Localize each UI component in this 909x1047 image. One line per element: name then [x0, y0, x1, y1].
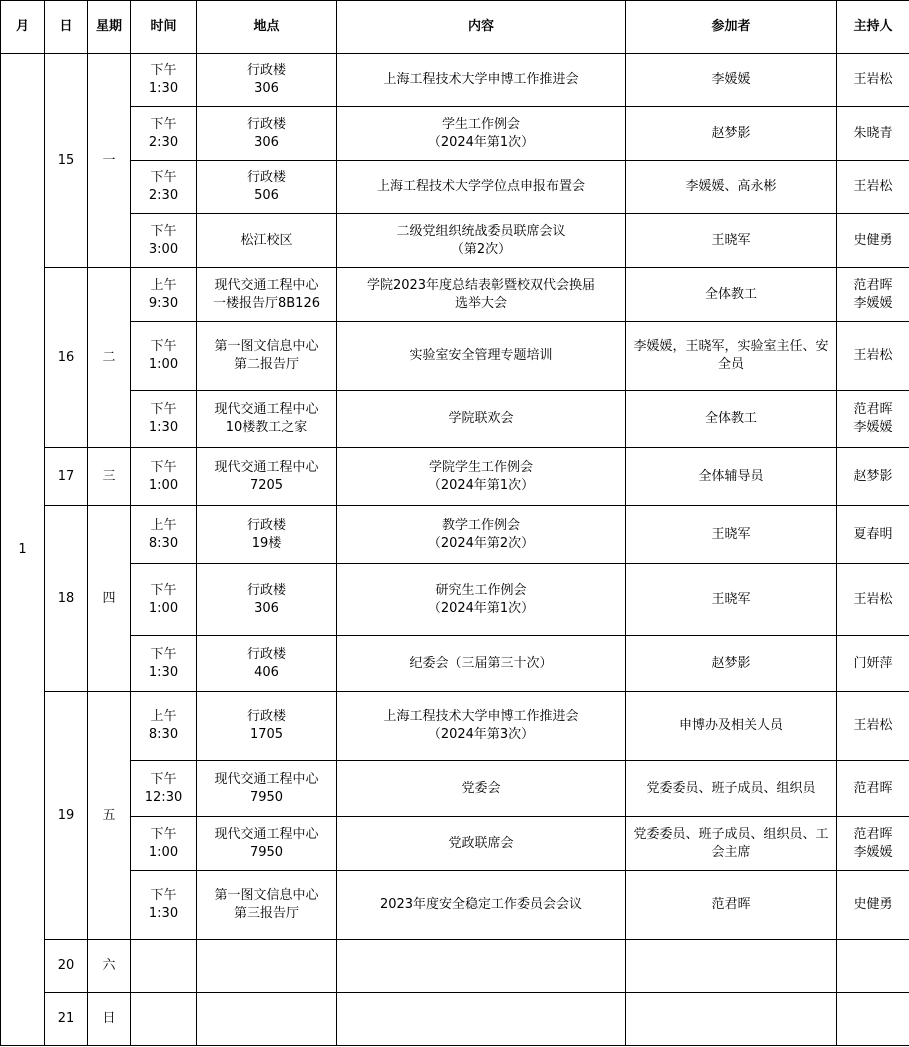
- host-cell-line: 李媛媛: [853, 420, 893, 435]
- time-cell: [131, 214, 197, 268]
- place-cell: [197, 161, 337, 214]
- table-row: [1, 940, 909, 993]
- date-cell: 18: [45, 506, 88, 692]
- place-cell-line: 第三报告厅: [233, 906, 299, 921]
- time-cell: [131, 871, 197, 940]
- header-month: 月: [1, 1, 45, 54]
- content-cell: [337, 448, 626, 506]
- content-cell-line: （2024年第1次）: [427, 134, 535, 150]
- participants-cell-line: 王晓军: [711, 591, 751, 607]
- time-cell-line: 8:30: [148, 535, 179, 551]
- table-row: [1, 817, 909, 871]
- host-cell: [837, 993, 909, 1046]
- place-cell-line: 行政楼: [246, 116, 286, 132]
- table-row: [1, 448, 909, 506]
- weekday-cell: 五: [88, 692, 131, 940]
- time-cell-line: 9:30: [148, 295, 179, 311]
- host-cell-line: 王岩松: [853, 348, 893, 363]
- host-cell-line: 朱晓青: [853, 125, 893, 141]
- place-cell-line: 一楼报告厅8B126: [212, 295, 320, 311]
- header-place: 地点: [197, 1, 337, 54]
- host-cell: [837, 54, 909, 107]
- host-cell: [837, 391, 909, 448]
- participants-cell-line: 申博办及相关人员: [678, 718, 783, 733]
- content-cell-line: （2024年第2次）: [427, 535, 535, 551]
- place-cell-line: 306: [254, 134, 279, 150]
- participants-cell: [626, 692, 837, 761]
- time-cell: [131, 448, 197, 506]
- time-cell: [131, 817, 197, 871]
- place-cell: [197, 564, 337, 636]
- participants-cell: [626, 107, 837, 161]
- content-cell-line: （第2次）: [450, 241, 512, 257]
- participants-cell: [626, 817, 837, 871]
- place-cell-line: 松江校区: [240, 232, 293, 248]
- header-row: [1, 1, 909, 54]
- host-cell-line: 夏春明: [853, 526, 893, 542]
- content-cell: [337, 564, 626, 636]
- participants-cell: [626, 871, 837, 940]
- time-cell: [131, 161, 197, 214]
- host-cell-line: 门妍萍: [853, 655, 893, 671]
- place-cell-line: 行政楼: [246, 170, 286, 185]
- host-cell-line: 范君晖: [853, 277, 893, 293]
- date-cell: 15: [45, 54, 88, 268]
- content-cell: [337, 940, 626, 993]
- participants-cell-line: 李媛媛，王晓军，实验室主任、安全员: [633, 339, 829, 372]
- place-cell: [197, 940, 337, 993]
- time-cell-line: 下午: [150, 170, 177, 185]
- weekday-cell: 六: [88, 940, 131, 993]
- place-cell: [197, 993, 337, 1046]
- table-row: [1, 54, 909, 107]
- content-cell-line: 上海工程技术大学申博工作推进会: [383, 72, 579, 87]
- participants-cell: [626, 391, 837, 448]
- time-cell-line: 3:00: [148, 241, 179, 257]
- place-cell-line: 306: [254, 81, 279, 96]
- host-cell-line: 史健勇: [853, 232, 893, 248]
- time-cell: [131, 107, 197, 161]
- time-cell-line: 下午: [150, 402, 177, 417]
- schedule-body: [1, 54, 909, 1046]
- participants-cell: [626, 161, 837, 214]
- participants-cell-line: 赵梦影: [711, 125, 751, 141]
- place-cell-line: 行政楼: [246, 63, 286, 78]
- place-cell-line: 306: [254, 600, 279, 616]
- date-cell: 19: [45, 692, 88, 940]
- host-cell: [837, 636, 909, 692]
- date-cell: 20: [45, 940, 88, 993]
- content-cell-line: （2024年第1次）: [427, 477, 535, 493]
- content-cell-line: 实验室安全管理专题培训: [409, 348, 553, 363]
- place-cell-line: 现代交通工程中心: [214, 402, 319, 417]
- time-cell-line: 下午: [150, 339, 177, 354]
- participants-cell-line: 李媛媛: [711, 72, 751, 87]
- weekday-cell: 日: [88, 993, 131, 1046]
- participants-cell: [626, 506, 837, 564]
- content-cell-line: （2024年第3次）: [427, 727, 535, 742]
- host-cell-line: 王岩松: [853, 718, 893, 733]
- place-cell: [197, 391, 337, 448]
- place-cell: [197, 268, 337, 322]
- table-row: [1, 636, 909, 692]
- table-row: [1, 107, 909, 161]
- participants-cell: [626, 214, 837, 268]
- time-cell-line: 下午: [150, 771, 177, 787]
- header-content: 内容: [337, 1, 626, 54]
- content-cell: [337, 214, 626, 268]
- participants-cell-line: 全体辅导员: [698, 468, 764, 484]
- host-cell: [837, 214, 909, 268]
- participants-cell: [626, 322, 837, 391]
- time-cell-line: 下午: [150, 116, 177, 132]
- host-cell-line: 王岩松: [853, 591, 893, 607]
- place-cell-line: 1705: [249, 727, 284, 742]
- content-cell-line: 研究生工作例会: [435, 582, 527, 598]
- place-cell-line: 现代交通工程中心: [214, 826, 319, 842]
- place-cell-line: 第一图文信息中心: [214, 888, 319, 903]
- time-cell: [131, 564, 197, 636]
- time-cell-line: 1:00: [148, 844, 179, 860]
- content-cell: [337, 636, 626, 692]
- participants-cell-line: 王晓军: [711, 526, 751, 542]
- time-cell-line: 下午: [150, 459, 177, 475]
- table-row: [1, 564, 909, 636]
- content-cell: [337, 391, 626, 448]
- time-cell-line: 1:30: [148, 420, 179, 435]
- participants-cell: [626, 993, 837, 1046]
- content-cell-line: 纪委会（三届第三十次）: [409, 655, 553, 671]
- host-cell: [837, 940, 909, 993]
- host-cell: [837, 161, 909, 214]
- content-cell: [337, 161, 626, 214]
- weekday-cell: 一: [88, 54, 131, 268]
- table-row: [1, 391, 909, 448]
- host-cell: [837, 761, 909, 817]
- time-cell-line: 下午: [150, 826, 177, 842]
- host-cell-line: 史健勇: [853, 897, 893, 912]
- place-cell-line: 行政楼: [246, 709, 286, 724]
- content-cell: [337, 268, 626, 322]
- place-cell-line: 行政楼: [246, 646, 286, 662]
- place-cell-line: 19楼: [251, 535, 282, 551]
- time-cell-line: 上午: [150, 517, 177, 533]
- place-cell-line: 10楼教工之家: [225, 420, 308, 435]
- content-cell: [337, 54, 626, 107]
- host-cell-line: 王岩松: [853, 72, 893, 87]
- time-cell-line: 下午: [150, 223, 177, 239]
- time-cell-line: 1:30: [148, 81, 179, 96]
- content-cell-line: 学院学生工作例会: [428, 459, 533, 475]
- participants-cell-line: 党委委员、班子成员、组织员、工会主席: [633, 826, 829, 860]
- place-cell-line: 506: [254, 188, 279, 203]
- participants-cell-line: 赵梦影: [711, 655, 751, 671]
- place-cell-line: 现代交通工程中心: [214, 771, 319, 787]
- weekday-cell: 四: [88, 506, 131, 692]
- place-cell-line: 7950: [249, 844, 284, 860]
- host-cell: [837, 448, 909, 506]
- time-cell: [131, 636, 197, 692]
- participants-cell: [626, 448, 837, 506]
- content-cell: [337, 993, 626, 1046]
- host-cell: [837, 564, 909, 636]
- place-cell-line: 406: [254, 664, 279, 680]
- place-cell: [197, 506, 337, 564]
- content-cell-line: 2023年度安全稳定工作委员会会议: [379, 897, 583, 912]
- place-cell-line: 现代交通工程中心: [214, 459, 319, 475]
- content-cell: [337, 506, 626, 564]
- time-cell-line: 上午: [150, 709, 177, 724]
- host-cell-line: 赵梦影: [853, 468, 893, 484]
- host-cell: [837, 692, 909, 761]
- date-cell: 16: [45, 268, 88, 448]
- header-time: 时间: [131, 1, 197, 54]
- content-cell: [337, 871, 626, 940]
- time-cell: [131, 54, 197, 107]
- time-cell-line: 1:30: [148, 664, 179, 680]
- time-cell-line: 下午: [150, 646, 177, 662]
- content-cell-line: 学院联欢会: [448, 411, 514, 426]
- header-date: 日: [45, 1, 88, 54]
- content-cell-line: 教学工作例会: [441, 517, 520, 533]
- content-cell-line: （2024年第1次）: [427, 600, 535, 616]
- participants-cell: [626, 940, 837, 993]
- content-cell-line: 上海工程技术大学学位点申报布置会: [376, 179, 585, 194]
- content-cell-line: 党政联席会: [448, 835, 514, 851]
- weekday-cell: 三: [88, 448, 131, 506]
- place-cell: [197, 322, 337, 391]
- place-cell: [197, 871, 337, 940]
- participants-cell: [626, 54, 837, 107]
- time-cell: [131, 940, 197, 993]
- header-host: 主持人: [837, 1, 909, 54]
- content-cell-line: 学生工作例会: [441, 116, 520, 132]
- time-cell-line: 2:30: [148, 188, 179, 203]
- participants-cell-line: 党委委员、班子成员、组织员: [646, 780, 816, 796]
- participants-cell-line: 全体教工: [704, 411, 757, 426]
- time-cell-line: 下午: [150, 63, 177, 78]
- place-cell-line: 行政楼: [246, 582, 286, 598]
- table-row: [1, 692, 909, 761]
- participants-cell: [626, 636, 837, 692]
- place-cell: [197, 54, 337, 107]
- table-row: [1, 268, 909, 322]
- table-row: [1, 322, 909, 391]
- place-cell: [197, 761, 337, 817]
- place-cell: [197, 817, 337, 871]
- time-cell-line: 1:30: [148, 906, 179, 921]
- time-cell: [131, 268, 197, 322]
- time-cell-line: 1:00: [148, 600, 179, 616]
- time-cell-line: 下午: [150, 582, 177, 598]
- place-cell: [197, 636, 337, 692]
- month-cell: 1: [1, 54, 45, 1046]
- host-cell: [837, 268, 909, 322]
- time-cell-line: 下午: [150, 888, 177, 903]
- content-cell-line: 选举大会: [454, 295, 507, 311]
- participants-cell: [626, 761, 837, 817]
- place-cell-line: 7205: [249, 477, 284, 493]
- content-cell: [337, 107, 626, 161]
- participants-cell-line: 王晓军: [711, 232, 751, 248]
- time-cell-line: 2:30: [148, 134, 179, 150]
- table-row: [1, 214, 909, 268]
- time-cell: [131, 993, 197, 1046]
- host-cell: [837, 322, 909, 391]
- content-cell: [337, 761, 626, 817]
- content-cell: [337, 692, 626, 761]
- host-cell: [837, 506, 909, 564]
- time-cell-line: 上午: [150, 277, 177, 293]
- date-cell: 17: [45, 448, 88, 506]
- host-cell-line: 范君晖: [853, 780, 893, 796]
- host-cell: [837, 871, 909, 940]
- place-cell-line: 第一图文信息中心: [214, 339, 319, 354]
- host-cell-line: 李媛媛: [853, 844, 893, 860]
- content-cell-line: 学院2023年度总结表彰暨校双代会换届: [366, 277, 596, 293]
- participants-cell: [626, 564, 837, 636]
- host-cell-line: 李媛媛: [853, 295, 893, 311]
- participants-cell-line: 范君晖: [711, 897, 751, 912]
- host-cell: [837, 817, 909, 871]
- content-cell-line: 二级党组织统战委员联席会议: [396, 223, 566, 239]
- host-cell-line: 范君晖: [853, 826, 893, 842]
- content-cell-line: 上海工程技术大学申博工作推进会: [383, 709, 579, 724]
- header-weekday: 星期: [88, 1, 131, 54]
- table-row: [1, 993, 909, 1046]
- time-cell: [131, 692, 197, 761]
- time-cell: [131, 391, 197, 448]
- time-cell: [131, 761, 197, 817]
- place-cell-line: 行政楼: [246, 517, 286, 533]
- participants-cell-line: 全体教工: [704, 286, 757, 302]
- table-row: [1, 871, 909, 940]
- participants-cell: [626, 268, 837, 322]
- place-cell-line: 现代交通工程中心: [214, 277, 319, 293]
- host-cell-line: 范君晖: [853, 402, 893, 417]
- host-cell: [837, 107, 909, 161]
- place-cell-line: 第二报告厅: [233, 357, 299, 372]
- header-participants: 参加者: [626, 1, 837, 54]
- table-row: [1, 161, 909, 214]
- time-cell: [131, 506, 197, 564]
- place-cell: [197, 107, 337, 161]
- place-cell: [197, 692, 337, 761]
- time-cell-line: 12:30: [144, 789, 183, 805]
- place-cell: [197, 448, 337, 506]
- weekday-cell: 二: [88, 268, 131, 448]
- participants-cell-line: 李媛媛、高永彬: [685, 179, 777, 194]
- place-cell: [197, 214, 337, 268]
- table-row: [1, 506, 909, 564]
- content-cell: [337, 322, 626, 391]
- content-cell-line: 党委会: [461, 780, 501, 796]
- place-cell-line: 7950: [249, 789, 284, 805]
- time-cell-line: 1:00: [148, 477, 179, 493]
- time-cell-line: 1:00: [148, 357, 179, 372]
- host-cell-line: 王岩松: [853, 179, 893, 194]
- content-cell: [337, 817, 626, 871]
- table-row: [1, 761, 909, 817]
- time-cell: [131, 322, 197, 391]
- date-cell: 21: [45, 993, 88, 1046]
- time-cell-line: 8:30: [148, 727, 179, 742]
